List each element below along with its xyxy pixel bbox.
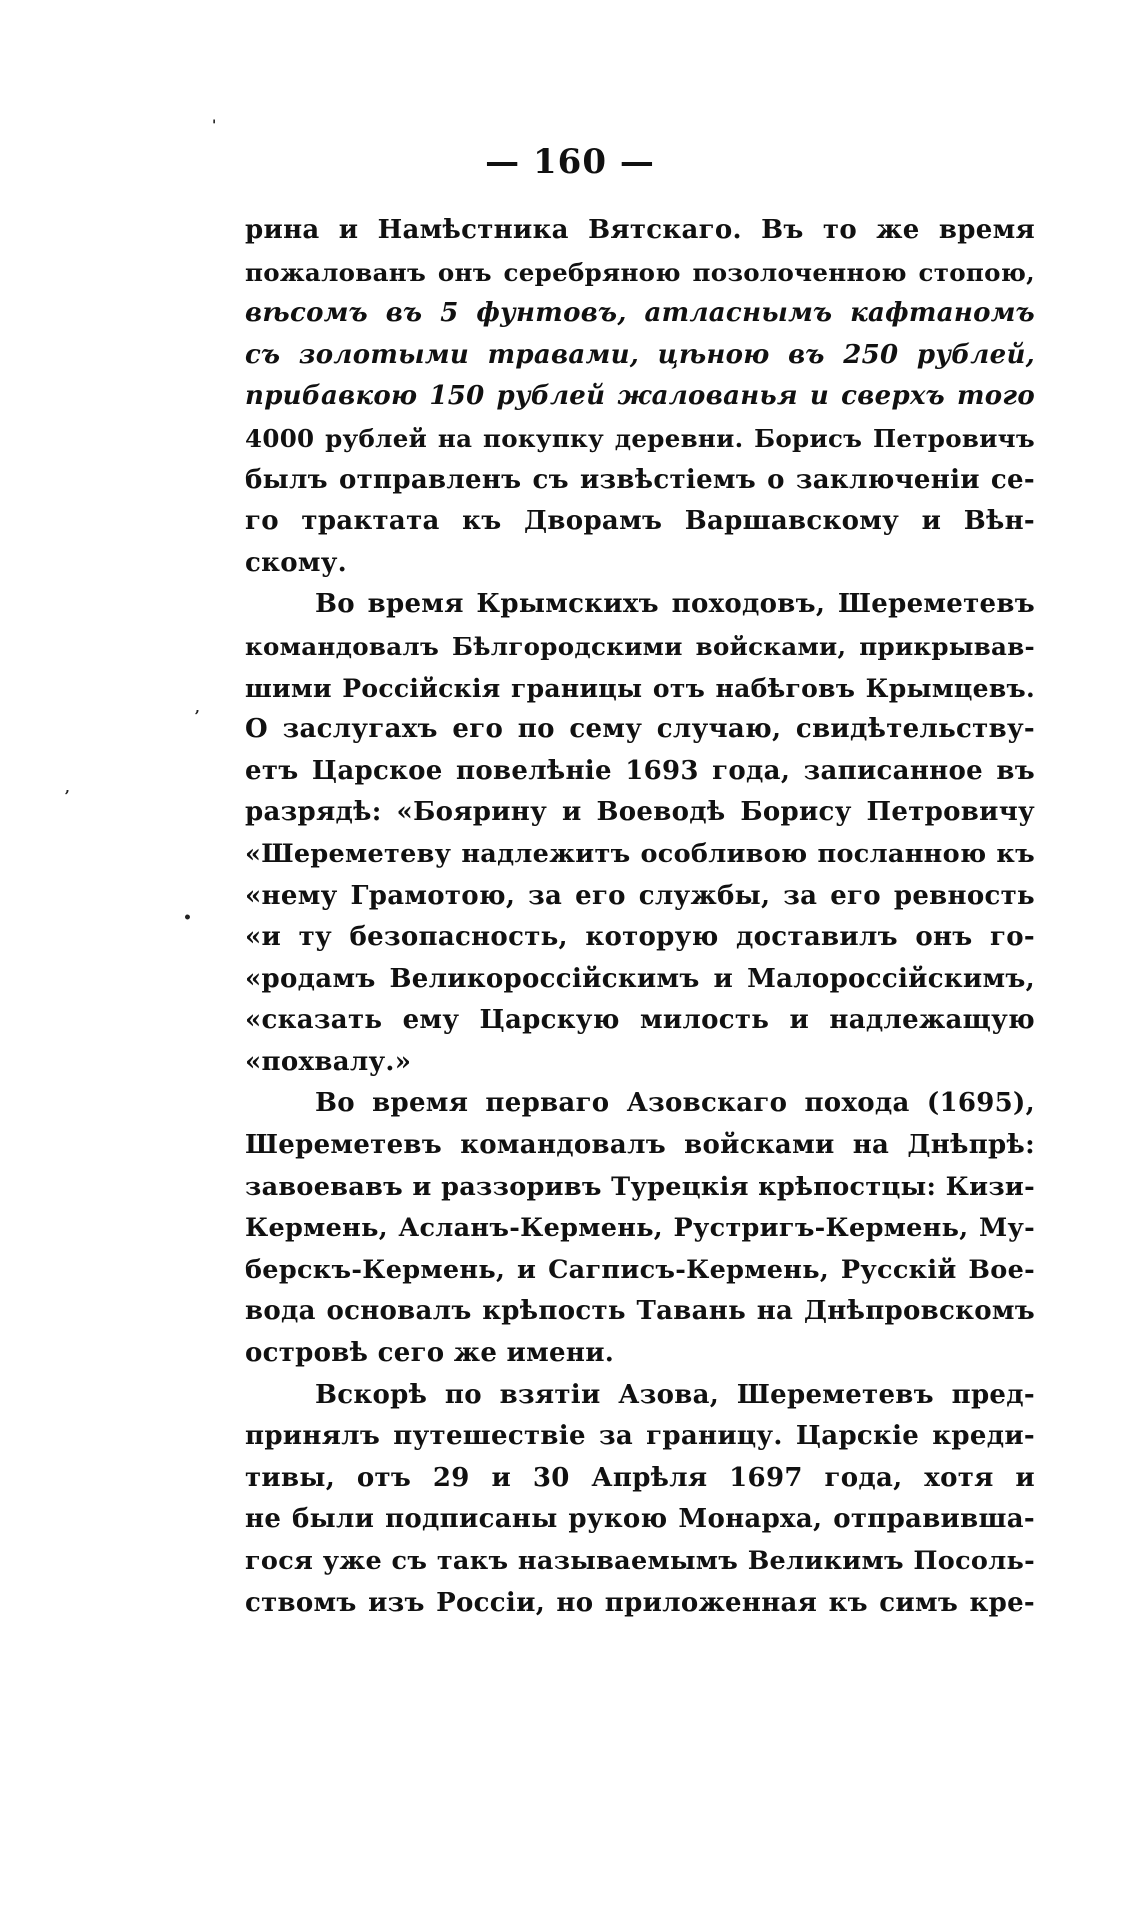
- page-number: — 160 —: [485, 142, 655, 182]
- text-line: берскъ-Кермень, и Сагписъ-Кермень, Русскій Вое-: [245, 1254, 1035, 1285]
- text-line: съ золотыми травами, цѣною въ 250 рублей,: [245, 339, 1035, 370]
- scan-speck: ': [212, 118, 217, 134]
- text-line: островѣ сего же имени.: [245, 1338, 615, 1369]
- text-line: 4000 рублей на покупку деревни. Борисъ Петровичъ: [245, 423, 1035, 453]
- text-line: «похвалу.»: [245, 1046, 412, 1077]
- text-line: «нему Грамотою, за его службы, за его ревность: [245, 880, 1035, 911]
- text-line: «Шереметеву надлежитъ особливою посланною къ: [245, 838, 1035, 869]
- body-text: [245, 210, 1035, 1624]
- text-line: етъ Царское повелѣніе 1693 года, записанное въ: [245, 755, 1035, 786]
- text-line: Вскорѣ по взятіи Азова, Шереметевъ пред-: [315, 1379, 1035, 1410]
- text-line: Шереметевъ командовалъ войсками на Днѣпрѣ:: [245, 1130, 1035, 1161]
- text-line: былъ отправленъ съ извѣстіемъ о заключеніи се-: [245, 464, 1035, 495]
- scan-speck: ,: [65, 780, 70, 796]
- text-line: вода основалъ крѣпость Тавань на Днѣпровскомъ: [245, 1296, 1035, 1327]
- text-line: шими Россійскія границы отъ набѣговъ Крымцевъ.: [245, 673, 1035, 703]
- text-line: ствомъ изъ Россіи, но приложенная къ симъ кре-: [245, 1587, 1035, 1618]
- text-line: Кермень, Асланъ-Кермень, Рустригъ-Кермень, Му-: [245, 1213, 1035, 1244]
- text-line: Во время Крымскихъ походовъ, Шереметевъ: [315, 589, 1035, 620]
- text-line: гося уже съ такъ называемымъ Великимъ Посоль-: [245, 1546, 1035, 1576]
- text-line: го трактата къ Дворамъ Варшавскому и Вѣн-: [245, 506, 1035, 537]
- text-line: принялъ путешествіе за границу. Царскіе креди-: [245, 1421, 1035, 1452]
- text-line: О заслугахъ его по сему случаю, свидѣтельству-: [245, 714, 1035, 745]
- text-line: не были подписаны рукою Монарха, отправивша-: [245, 1504, 1035, 1535]
- text-line: тивы, отъ 29 и 30 Апрѣля 1697 года, хотя и: [245, 1462, 1035, 1493]
- text-line: разрядѣ: «Боярину и Воеводѣ Борису Петровичу: [245, 797, 1035, 828]
- text-line: скому.: [245, 547, 348, 578]
- text-line: «сказать ему Царскую милость и надлежащую: [245, 1005, 1035, 1036]
- text-line: «и ту безопасность, которую доставилъ онъ го-: [245, 922, 1035, 953]
- text-line: пожалованъ онъ серебряною позолоченною стопою,: [245, 257, 1035, 287]
- scan-speck: •: [183, 910, 192, 926]
- text-line: командовалъ Бѣлгородскими войсками, прикрывав-: [245, 631, 1035, 661]
- text-line: «родамъ Великороссійскимъ и Малороссійскимъ,: [245, 963, 1035, 994]
- text-line: вѣсомъ въ 5 фунтовъ, атласнымъ кафтаномъ: [245, 298, 1035, 329]
- text-line: завоевавъ и раззоривъ Турецкія крѣпостцы: Кизи-: [245, 1171, 1035, 1202]
- text-line: прибавкою 150 рублей жалованья и сверхъ того: [245, 381, 1035, 412]
- scan-speck: ,: [195, 700, 200, 716]
- text-line: рина и Намѣстника Вятскаго. Въ то же время: [245, 215, 1035, 245]
- text-line: Во время перваго Азовскаго похода (1695),: [315, 1088, 1035, 1119]
